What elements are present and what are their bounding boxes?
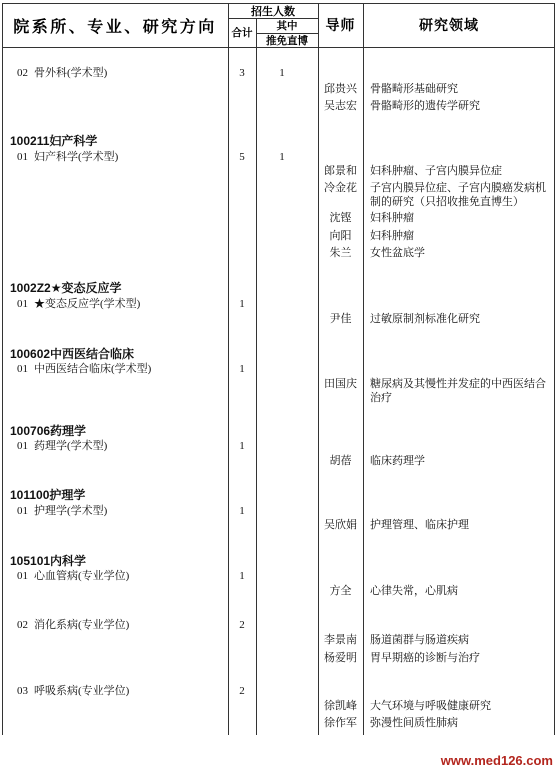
advisor-name: 徐作军 [324,717,357,729]
header-total: 合计 [231,28,253,39]
header-recommended: 推免直博 [266,35,308,47]
direction-code: 01 [17,298,28,310]
direction-name: 护理学(学术型) [34,505,108,517]
watermark-text: www.med126.com [440,753,553,768]
advisor-name: 向阳 [329,230,352,242]
major-heading: 100706药理学 [10,424,87,438]
research-field: 过敏原制剂标准化研究 [370,313,480,325]
header-program: 院系所、专业、研究方向 [13,18,217,36]
advisor-name: 杨爱明 [324,652,357,664]
enrollment-total: 1 [239,363,245,375]
advisor-name: 沈铿 [329,212,352,224]
direction-name: 中西医结合临床(学术型) [34,363,152,375]
major-heading: 105101内科学 [10,554,87,568]
header-advisor: 导师 [325,19,356,34]
direction-code: 02 [17,67,28,79]
enrollment-recommended: 1 [279,67,285,79]
major-heading: 101100护理学 [10,488,86,502]
research-field: 子宫内膜异位症、子宫内膜癌发病机 [370,182,546,194]
research-field: 大气环境与呼吸健康研究 [370,700,491,712]
direction-name: 消化系病(专业学位) [34,619,130,631]
advisor-name: 郎景和 [324,165,357,177]
research-field: 妇科肿瘤、子宫内膜异位症 [370,165,502,177]
direction-code: 01 [17,151,28,163]
table-border-left [2,3,3,735]
enrollment-recommended: 1 [279,151,285,163]
direction-code: 03 [17,685,28,697]
advisor-name: 吴志宏 [324,100,357,112]
enrollment-total: 2 [239,685,245,697]
research-field: 胃早期癌的诊断与治疗 [370,652,480,664]
header-research: 研究领域 [419,19,479,34]
advisor-name: 朱兰 [329,247,352,259]
advisor-name: 李景南 [324,634,357,646]
research-field: 肠道菌群与肠道疾病 [370,634,469,646]
research-field: 护理管理、临床护理 [370,519,469,531]
table-border-right [554,3,555,735]
major-heading: 100211妇产科学 [10,134,98,148]
research-field: 心律失常，心肌病 [370,585,458,597]
research-field: 骨骼畸形基础研究 [370,83,458,95]
direction-code: 01 [17,363,28,375]
research-field: 临床药理学 [370,455,425,467]
direction-name: 药理学(学术型) [34,440,108,452]
research-field: 女性盆底学 [370,247,425,259]
direction-name: 心血管病(专业学位) [34,570,130,582]
column-divider-total [256,18,257,735]
research-field: 治疗 [370,392,392,404]
advisor-name: 方全 [329,585,352,597]
research-field: 制的研究（只招收推免直博生） [370,196,524,208]
enrollment-total: 2 [239,619,245,631]
direction-name: 骨外科(学术型) [34,67,108,79]
research-field: 妇科肿瘤 [370,212,414,224]
enrollment-total: 1 [239,505,245,517]
header-enrollment: 招生人数 [251,5,295,18]
research-field: 弥漫性间质性肺病 [370,717,458,729]
direction-name: 妇产科学(学术型) [34,151,119,163]
direction-code: 01 [17,570,28,582]
advisor-name: 徐凯峰 [324,700,357,712]
major-heading: 1002Z2★变态反应学 [10,281,122,295]
enrollment-total: 1 [239,440,245,452]
research-field: 糖尿病及其慢性并发症的中西医结合 [370,378,546,390]
research-field: 骨骼畸形的遗传学研究 [370,100,480,112]
header-of-which: 其中 [276,21,298,32]
enrollment-total: 3 [239,67,245,79]
column-divider-advisor [363,3,364,735]
research-field: 妇科肿瘤 [370,230,414,242]
direction-name: ★变态反应学(学术型) [34,298,141,310]
direction-code: 01 [17,440,28,452]
enrollment-total: 1 [239,570,245,582]
advisor-name: 冷金花 [324,182,357,194]
enrollment-total: 5 [239,151,245,163]
advisor-name: 吴欣娟 [324,519,357,531]
advisor-name: 尹佳 [329,313,352,325]
major-heading: 100602中西医结合临床 [10,347,135,361]
direction-code: 01 [17,505,28,517]
enrollment-total: 1 [239,298,245,310]
advisor-name: 邱贵兴 [324,83,357,95]
direction-code: 02 [17,619,28,631]
advisor-name: 胡蓓 [329,455,352,467]
direction-name: 呼吸系病(专业学位) [34,685,130,697]
advisor-name: 田国庆 [324,378,357,390]
